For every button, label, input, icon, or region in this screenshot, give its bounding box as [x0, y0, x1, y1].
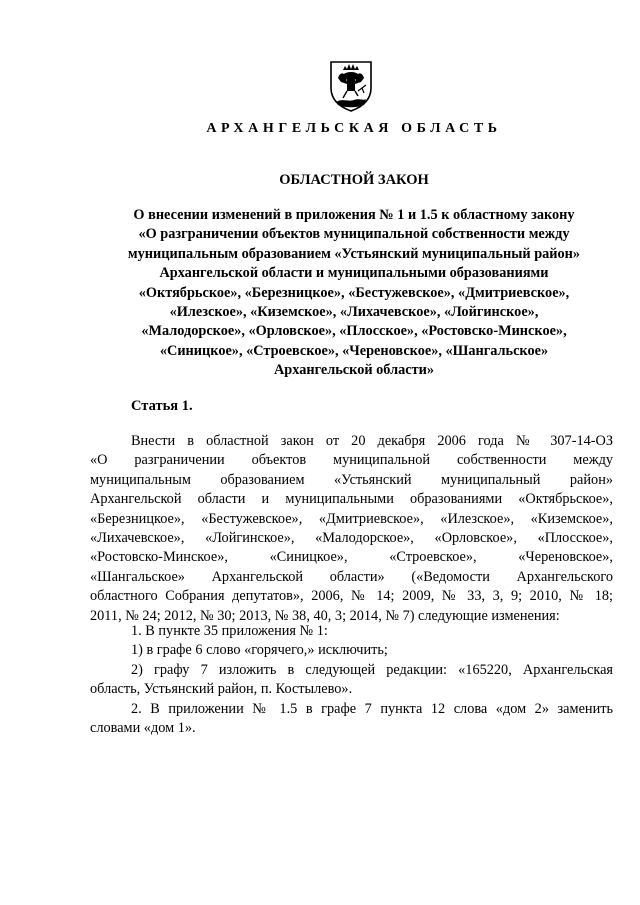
amendment-item: 2) графу 7 изложить в следующей редакции: «165220, Архангельская [131, 661, 613, 678]
title-line: «Синицкое», «Строевское», «Череновское», «Шангальское» [159, 342, 549, 359]
paragraph-line: Внести в областной закон от 20 декабря 2006 года № 307-14-ОЗ [131, 433, 613, 449]
law-title [90, 206, 618, 381]
title-line: муниципальным образованием «Устьянский муниципальный район» [127, 245, 581, 262]
paragraph-line: «Лихачевское», «Лойгинское», «Малодорское», «Орловское», «Плосское», [90, 530, 613, 547]
arkhangelsk-coat-of-arms-icon [328, 58, 374, 112]
paragraph-line: Архангельской области и муниципальными образованиями «Октябрьское», [90, 491, 613, 508]
paragraph-line: «Ростовско-Минское», «Синицкое», «Строевское», «Череновское», [90, 549, 613, 566]
title-line: Архангельской области и муниципальными образованиями [159, 265, 549, 282]
title-line: «Октябрьское», «Березницкое», «Бестужевское», «Дмитриевское», [138, 284, 570, 301]
paragraph-line: областного Собрания депутатов», 2006, № 14; 2009, № 33, 3, 9; 2010, № 18; [90, 588, 613, 605]
amendment-item: 2. В приложении № 1.5 в графе 7 пункта 12 слова «дом 2» заменить [131, 700, 613, 717]
region-heading: АРХАНГЕЛЬСКАЯ ОБЛАСТЬ [206, 121, 502, 136]
paragraph-line: 2011, № 24; 2012, № 30; 2013, № 38, 40, 3; 2014, № 7) следующие изменения: [90, 607, 560, 624]
amendment-item-continuation: словами «дом 1». [90, 720, 196, 737]
paragraph-line: «Шангальское» Архангельской области» («Ведомости Архангельского [90, 568, 613, 585]
document-type-heading: ОБЛАСТНОЙ ЗАКОН [279, 172, 429, 188]
article-intro-paragraph [90, 432, 613, 626]
amendment-item: 1. В пункте 35 приложения № 1: [131, 623, 328, 639]
title-line: «Малодорское», «Орловское», «Плосское», «Ростовско-Минское», [141, 323, 567, 340]
amendment-item: 1) в графе 6 слово «горячего,» исключить; [131, 642, 388, 659]
title-line: «О разграничении объектов муниципальной собственности между [138, 226, 570, 243]
article-heading: Статья 1. [131, 398, 193, 414]
title-line: Архангельской области» [273, 362, 435, 379]
amendment-items [90, 622, 613, 738]
title-line: О внесении изменений в приложения № 1 и 1.5 к областному закону [133, 207, 575, 223]
paragraph-line: «Березницкое», «Бестужевское», «Дмитриевское», «Илезское», «Киземское», [90, 510, 613, 527]
paragraph-line: муниципальным образованием «Устьянский муниципальный район» [90, 471, 613, 488]
title-line: «Илезское», «Киземское», «Лихачевское», «Лойгинское», [169, 304, 539, 321]
amendment-item-continuation: область, Устьянский район, п. Костылево». [90, 681, 353, 698]
paragraph-line: «О разграничении объектов муниципальной собственности между [90, 452, 613, 469]
